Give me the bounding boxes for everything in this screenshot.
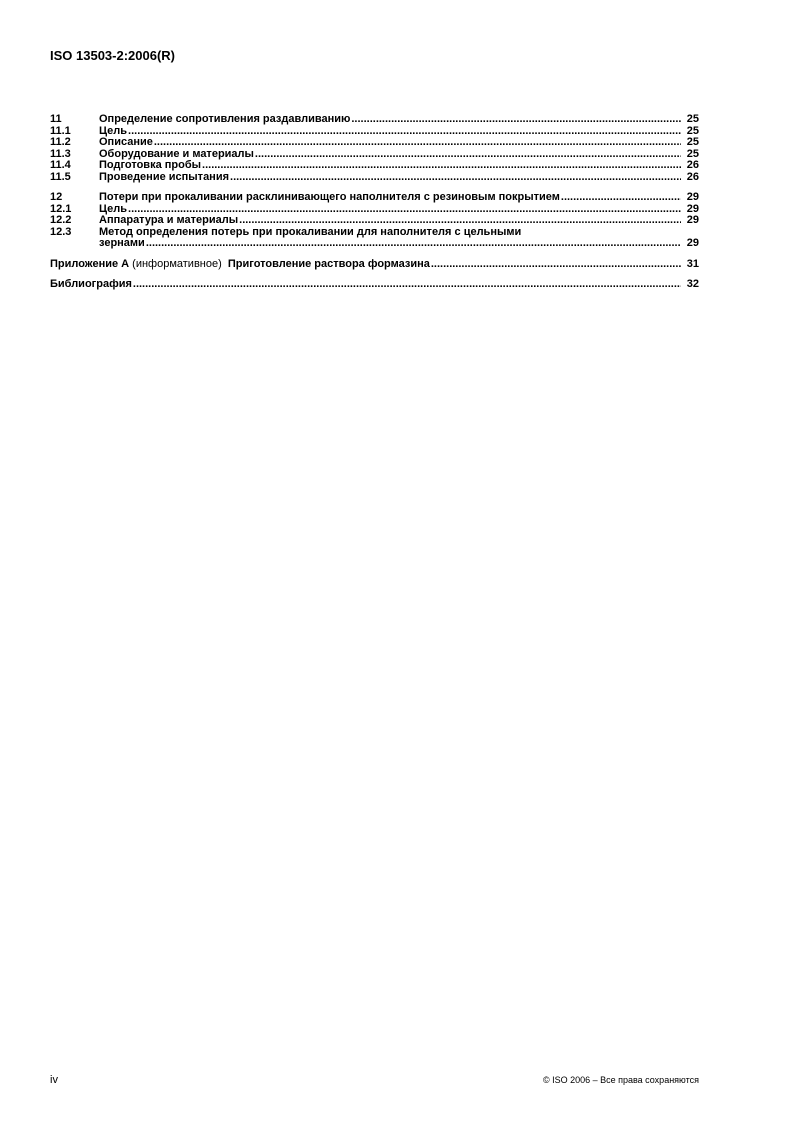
toc-entry-12-3-line2	[50, 238, 699, 250]
toc-entry-11-3[interactable]	[50, 149, 699, 161]
toc-title: Оборудование и материалы	[99, 148, 254, 160]
toc-leader	[431, 259, 681, 271]
toc-title-continued: зернами	[99, 238, 145, 249]
annex-label: Приложение А	[50, 258, 130, 270]
toc-page: 29	[686, 238, 699, 249]
toc-page: 25	[686, 148, 699, 160]
toc-number: 11.5	[50, 171, 71, 183]
document-header: ISO 13503-2:2006(R)	[50, 48, 176, 63]
toc-entry-bibliography[interactable]	[50, 279, 699, 291]
toc-page: 29	[686, 203, 699, 215]
toc-leader	[128, 204, 681, 216]
toc-page: 26	[686, 160, 699, 171]
toc-leader	[239, 215, 681, 227]
toc-page: 25	[686, 137, 699, 148]
toc-title: Цель	[99, 125, 128, 137]
toc-number: 12.2	[50, 215, 72, 226]
toc-entry-12-1[interactable]	[50, 204, 699, 216]
toc-title: Метод определения потерь при прокаливании для наполнителя с цельными	[99, 226, 522, 238]
toc-page: 32	[686, 279, 699, 290]
toc-page: 31	[686, 258, 699, 270]
toc-page: 25	[686, 114, 699, 125]
toc-leader	[154, 137, 681, 149]
toc-entry-11-1[interactable]	[50, 126, 699, 138]
toc-leader	[146, 238, 681, 250]
annex-type: (информативное)	[129, 258, 225, 270]
copyright-notice: © ISO 2006 – Все права сохраняются	[542, 1075, 699, 1085]
toc-entry-12-3[interactable]	[50, 227, 699, 250]
toc-number: 12.3	[50, 226, 72, 238]
toc-leader	[133, 279, 681, 291]
toc-page: 26	[686, 171, 699, 183]
toc-title: Потери при прокаливании расклинивающего наполнителя с резиновым покрытием	[99, 192, 560, 203]
annex-title: Приготовление раствора формазина	[224, 258, 430, 270]
toc-entry-12-3-line1	[50, 227, 699, 239]
toc-title: Аппаратура и материалы	[99, 215, 239, 226]
toc-title	[50, 259, 430, 271]
toc-page: 29	[686, 215, 699, 226]
toc-entry-12-2[interactable]	[50, 215, 699, 227]
page-number: iv	[50, 1074, 58, 1086]
toc-number: 11.3	[50, 148, 71, 160]
toc-title: Библиография	[50, 279, 132, 290]
toc-entry-11[interactable]	[50, 114, 699, 126]
toc-number: 12.1	[50, 203, 72, 215]
toc-leader	[230, 172, 681, 184]
table-of-contents	[50, 114, 699, 291]
toc-leader	[561, 192, 681, 204]
toc-number: 11.2	[50, 137, 71, 148]
toc-title: Определение сопротивления раздавливанию	[99, 114, 351, 125]
toc-entry-11-4[interactable]	[50, 160, 699, 172]
toc-number: 12	[50, 192, 63, 203]
toc-title: Цель	[99, 203, 128, 215]
toc-leader	[202, 160, 681, 172]
toc-number: 11.1	[50, 125, 71, 137]
toc-page: 25	[686, 125, 699, 137]
toc-number: 11	[50, 114, 62, 125]
toc-number: 11.4	[50, 160, 71, 171]
toc-leader	[255, 149, 681, 161]
toc-title: Проведение испытания	[99, 171, 230, 183]
toc-entry-11-2[interactable]	[50, 137, 699, 149]
toc-title: Подготовка пробы	[99, 160, 202, 171]
toc-leader	[351, 114, 681, 126]
toc-title: Описание	[99, 137, 153, 148]
toc-leader	[128, 126, 681, 138]
toc-entry-annex-a[interactable]	[50, 259, 699, 271]
toc-page: 29	[686, 192, 699, 203]
toc-entry-11-5[interactable]	[50, 172, 699, 184]
toc-entry-12[interactable]	[50, 192, 699, 204]
